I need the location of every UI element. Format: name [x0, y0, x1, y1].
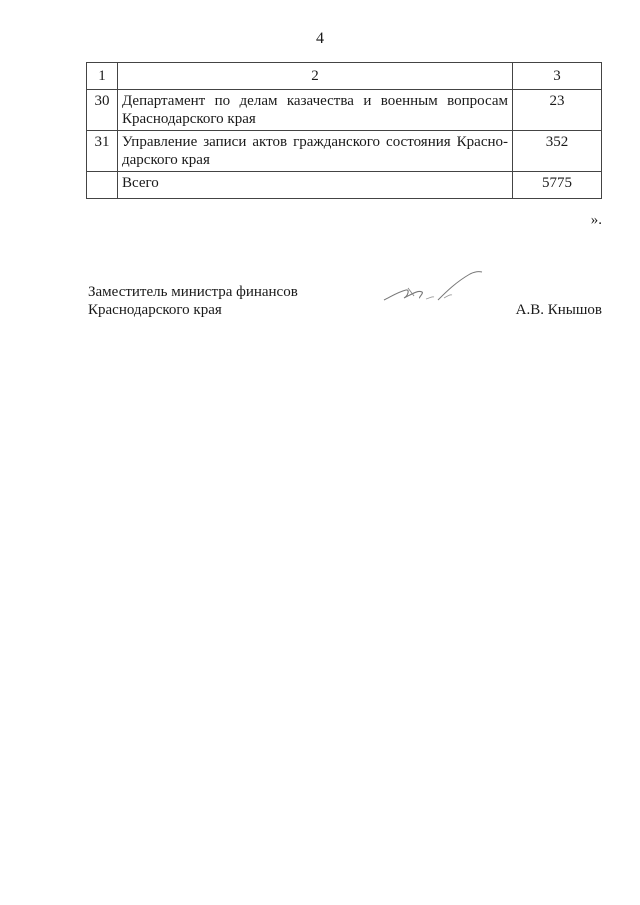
table-total-row — [87, 172, 602, 199]
header-cell-1: 1 — [87, 63, 118, 90]
header-cell-2: 2 — [118, 63, 513, 90]
signer-title — [88, 283, 298, 319]
row-value: 352 — [513, 131, 602, 172]
table-row — [87, 131, 602, 172]
total-empty-cell — [87, 172, 118, 199]
page-number: 4 — [316, 30, 324, 47]
signer-name: А.В. Кнышов — [515, 302, 602, 318]
signer-title-line1: Заместитель министра финансов — [88, 284, 298, 300]
signer-title-line2: Краснодарского края — [88, 302, 222, 318]
total-value: 5775 — [513, 172, 602, 199]
header-cell-3: 3 — [513, 63, 602, 90]
row-number: 30 — [87, 90, 118, 131]
total-label: Всего — [118, 172, 513, 199]
closing-quote: ». — [590, 212, 602, 228]
table-row — [87, 90, 602, 131]
row-value: 23 — [513, 90, 602, 131]
signature-image — [378, 266, 488, 310]
allocation-table — [86, 62, 602, 199]
row-number: 31 — [87, 131, 118, 172]
table-header-row — [87, 63, 602, 90]
row-name: Департамент по делам казачества и военным вопросам Краснодарского края — [118, 90, 513, 131]
row-name: Управление записи актов гражданского состояния Красно-дарского края — [118, 131, 513, 172]
